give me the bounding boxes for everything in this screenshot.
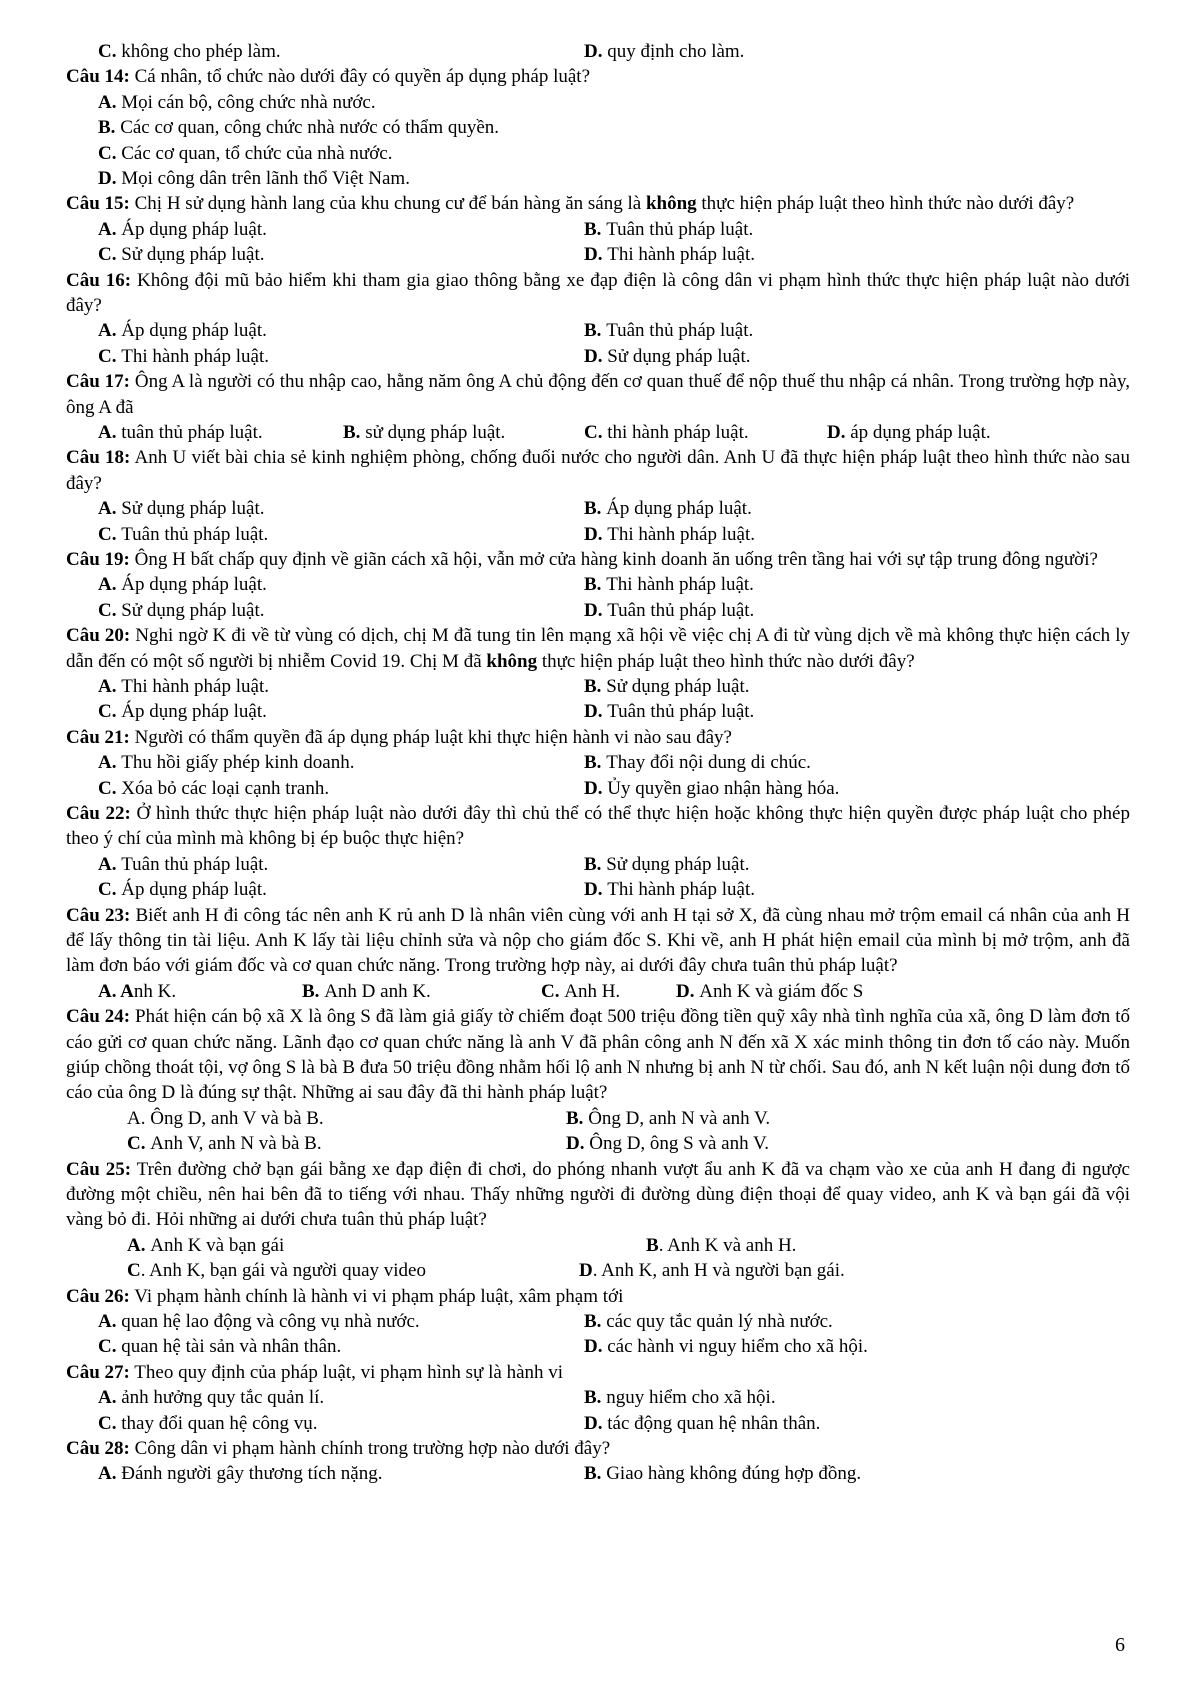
option-b: B. Các cơ quan, công chức nhà nước có thẩm quyền. [98,117,500,139]
exam-page [66,39,1130,1487]
question-25: Câu 25: Trên đường chở bạn gái bằng xe đạp điện đi chơi, do phóng nhanh vượt ẩu anh K đã va chạm vào xe của anh H đang đi ngược đường một chiều, nên hai bên đã to tiếng với nhau. Thấy những người đi đường dùng điện thoại để quay video, anh K và bạn gái đã vội vàng bỏ đi. Hỏi những ai dưới chưa tuân thủ pháp luật? [66,1158,1130,1231]
options-ab: A. Áp dụng pháp luật. B. Tuân thủ pháp luật. [98,218,754,240]
options-cd: C. thay đổi quan hệ công vụ. D. tác động quan hệ nhân thân. [98,1412,821,1434]
options-cd: C. Áp dụng pháp luật. D. Thi hành pháp luật. [98,879,755,901]
options-ab: A. quan hệ lao động và công vụ nhà nước. B. các quy tắc quản lý nhà nước. [98,1310,833,1332]
option-a: A. Mọi cán bộ, công chức nhà nước. [98,91,376,113]
options-cd: C. quan hệ tài sản và nhân thân. D. các hành vi nguy hiểm cho xã hội. [98,1336,868,1358]
options-ab: A. Thi hành pháp luật. B. Sử dụng pháp luật. [98,675,750,697]
options-cd: C. Sử dụng pháp luật. D. Thi hành pháp luật. [98,244,755,266]
page-number: 6 [1115,1634,1125,1656]
options-cd: C. Anh V, anh N và bà B. D. Ông D, ông S và anh V. [127,1133,770,1155]
question-14: Câu 14: Cá nhân, tổ chức nào dưới đây có quyền áp dụng pháp luật? [66,66,591,88]
question-21: Câu 21: Người có thẩm quyền đã áp dụng pháp luật khi thực hiện hành vi nào sau đây? [66,726,732,748]
prev-question-options-cd [66,39,1130,64]
question-20: Câu 20: Nghi ngờ K đi về từ vùng có dịch, chị M đã tung tin lên mạng xã hội về việc chị A đi từ vùng dịch về mà không thực hiện cách ly dẫn đến có một số người bị nhiễm Covid 19. Chị M đã không thực hiện pháp luật theo hình thức nào dưới đây? [66,625,1130,672]
options-ab: A. Áp dụng pháp luật. B. Thi hành pháp luật. [98,574,754,596]
options-ab: A. ảnh hưởng quy tắc quản lí. B. nguy hiểm cho xã hội. [98,1387,776,1409]
question-18: Câu 18: Anh U viết bài chia sẻ kinh nghiệm phòng, chống đuối nước cho người dân. Anh U đã thực hiện pháp luật theo hình thức nào sau đây? [66,447,1130,494]
question-17: Câu 17: Ông A là người có thu nhập cao, hằng năm ông A chủ động đến cơ quan thuế để nộp thuế thu nhập cá nhân. Trong trường hợp này, ông A đã [66,371,1130,418]
options-cd: C. Tuân thủ pháp luật. D. Thi hành pháp luật. [98,523,755,545]
option-d: D. quy định cho làm. [584,41,745,62]
options-ab: A. Anh K và bạn gái B. Anh K và anh H. [127,1234,797,1256]
options-cd: C. Áp dụng pháp luật. D. Tuân thủ pháp luật. [98,701,755,723]
options-ab: A. Đánh người gây thương tích nặng. B. Giao hàng không đúng hợp đồng. [98,1463,862,1485]
question-23: Câu 23: Biết anh H đi công tác nên anh K rủ anh D là nhân viên cùng với anh H tại sở X, đã cùng nhau mở trộm email cá nhân của anh H để lấy thông tin tài liệu. Anh K lấy tài liệu chỉnh sửa và nộp cho giám đốc S. Khi về, anh H phát hiện email của mình bị mở trộm, anh đã làm đơn báo với giám đốc và cơ quan chức năng. Trong trường hợp này, ai dưới đây chưa tuân thủ pháp luật? [66,904,1130,977]
options-ab: A. Thu hồi giấy phép kinh doanh. B. Thay đổi nội dung di chúc. [98,752,811,774]
options-cd: C. Thi hành pháp luật. D. Sử dụng pháp luật. [98,345,751,367]
option-c: C. không cho phép làm. [98,41,281,62]
question-24: Câu 24: Phát hiện cán bộ xã X là ông S đã làm giả giấy tờ chiếm đoạt 500 triệu đồng tiền quỹ xây nhà tình nghĩa của xã, ông D làm đơn tố cáo gửi cơ quan chức năng. Lãnh đạo cơ quan chức năng là anh V đã phân công anh N đến xã X xác minh thông tin đơn tố cáo này. Muốn giúp chồng thoát tội, vợ ông S là bà B đưa 50 triệu đồng nhằm hối lộ anh N nhưng bị anh N từ chối. Sau đó, anh N kết luận nội dung đơn tố cáo của ông D là đúng sự thật. Những ai sau đây đã thi hành pháp luật? [66,1006,1130,1104]
options-cd: C. Anh K, bạn gái và người quay video D. Anh K, anh H và người bạn gái. [127,1260,845,1282]
option-c: C. Các cơ quan, tổ chức của nhà nước. [98,142,393,164]
options-cd: C. Sử dụng pháp luật. D. Tuân thủ pháp luật. [98,599,755,621]
options-ab: A. Sử dụng pháp luật. B. Áp dụng pháp luật. [98,498,752,520]
question-16: Câu 16: Không đội mũ bảo hiểm khi tham gia giao thông bằng xe đạp điện là công dân vi phạm hình thức thực hiện pháp luật nào dưới đây? [66,269,1131,316]
option-d: D. Mọi công dân trên lãnh thổ Việt Nam. [98,167,410,189]
options-abcd: A. Anh K. B. Anh D anh K. C. Anh H. D. Anh K và giám đốc S [98,980,864,1002]
question-28: Câu 28: Công dân vi phạm hành chính trong trường hợp nào dưới đây? [66,1437,611,1459]
options-ab: A. Tuân thủ pháp luật. B. Sử dụng pháp luật. [98,853,750,875]
question-15: Câu 15: Chị H sử dụng hành lang của khu chung cư để bán hàng ăn sáng là không thực hiện pháp luật theo hình thức nào dưới đây? [66,193,1075,215]
question-22: Câu 22: Ở hình thức thực hiện pháp luật nào dưới đây thì chủ thể có thể thực hiện hoặc không thực hiện quyền được pháp luật cho phép theo ý chí của mình mà không bị ép buộc thực hiện? [66,802,1130,850]
question-19: Câu 19: Ông H bất chấp quy định về giãn cách xã hội, vẫn mở cửa hàng kinh doanh ăn uống trên tầng hai với sự tập trung đông người? [66,548,1098,570]
question-26: Câu 26: Vi phạm hành chính là hành vi vi phạm pháp luật, xâm phạm tới [66,1285,624,1307]
options-cd: C. Xóa bỏ các loại cạnh tranh. D. Ủy quyền giao nhận hàng hóa. [98,777,840,799]
options-ab: A. Áp dụng pháp luật. B. Tuân thủ pháp luật. [98,320,754,342]
options-abcd: A. tuân thủ pháp luật. B. sử dụng pháp luật. C. thi hành pháp luật. D. áp dụng pháp luật. [98,421,991,443]
question-27: Câu 27: Theo quy định của pháp luật, vi phạm hình sự là hành vi [66,1361,564,1383]
options-ab: A. Ông D, anh V và bà B. B. Ông D, anh N và anh V. [127,1107,771,1129]
